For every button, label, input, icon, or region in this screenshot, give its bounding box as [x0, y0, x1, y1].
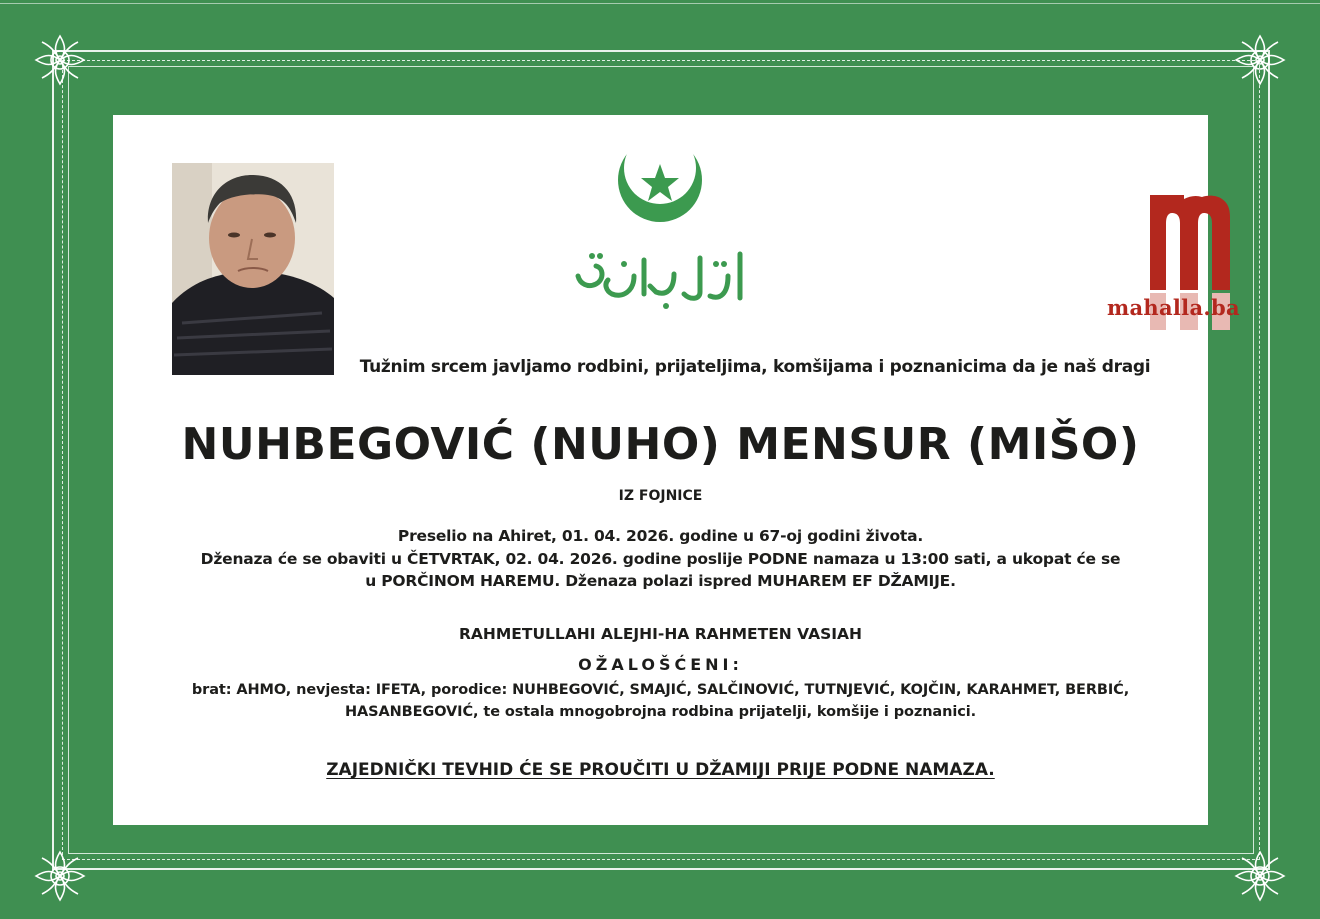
frame-top-line — [0, 3, 1320, 4]
watermark-text: mahalla.ba — [1107, 295, 1240, 320]
prayer-text: RAHMETULLAHI ALEJHI-HA RAHMETEN VASIAH — [458, 625, 862, 643]
corner-ornament-icon — [1232, 848, 1288, 904]
hometown: IZ FOJNICE — [618, 488, 703, 504]
intro-text: Tužnim srcem javljamo rodbini, prijateljima, komšijama i poznanicima da je naš dragi — [359, 357, 1151, 377]
arabic-calligraphy — [570, 246, 750, 316]
tevhid-notice: ZAJEDNIČKI TEVHID ĆE SE PROUČITI U DŽAMIJI PRIJE PODNE NAMAZA. — [326, 760, 995, 780]
crescent-star-icon — [612, 130, 708, 230]
corner-ornament-icon — [32, 848, 88, 904]
mourners-line: HASANBEGOVIĆ, te ostala mnogobrojna rodbina prijatelji, komšije i poznanici. — [345, 704, 976, 720]
info-line: Dženaza će se obaviti u ČETVRTAK, 02. 04. 2026. godine poslije PODNE namaza u 13:00 sati, a ukopat će se — [200, 550, 1121, 568]
corner-ornament-icon — [1232, 32, 1288, 88]
portrait-photo — [172, 163, 334, 375]
info-line: u PORČINOM HAREMU. Dženaza polazi ispred MUHAREM EF DŽAMIJE. — [365, 572, 956, 590]
deceased-name: NUHBEGOVIĆ (NUHO) MENSUR (MIŠO) — [181, 419, 1140, 470]
mourners-line: brat: AHMO, nevjesta: IFETA, porodice: NUHBEGOVIĆ, SMAJIĆ, SALČINOVIĆ, TUTNJEVIĆ, KOJČIN, KARAHMET, BERBIĆ, — [191, 682, 1130, 698]
corner-ornament-icon — [32, 32, 88, 88]
info-line: Preselio na Ahiret, 01. 04. 2026. godine u 67-oj godini života. — [397, 527, 924, 545]
mourners-heading: OŽALOŠĆENI: — [578, 655, 743, 674]
